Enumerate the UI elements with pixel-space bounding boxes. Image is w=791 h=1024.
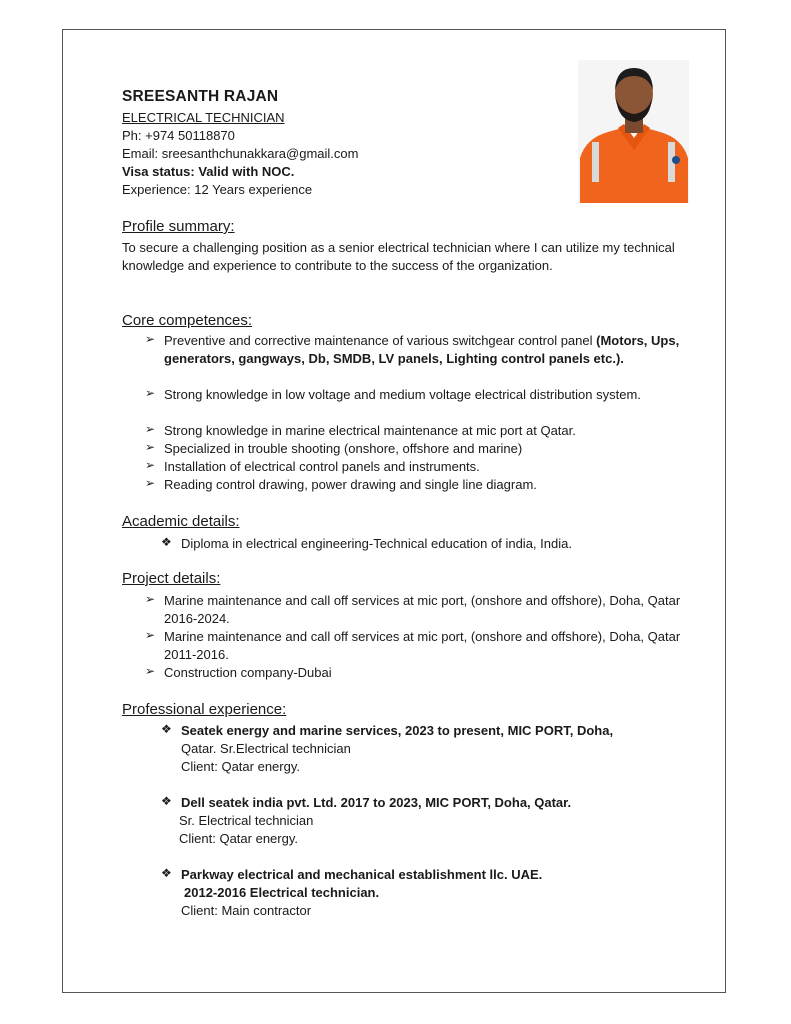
project-item: Marine maintenance and call off services at mic port, (onshore and offshore), Doha, Qatar 2011-2016. (164, 629, 681, 662)
job-client: Client: Qatar energy. (179, 831, 298, 846)
competence-item (164, 332, 684, 368)
project-item: Marine maintenance and call off services at mic port, (onshore and offshore), Doha, Qatar 2016-2024. (164, 593, 681, 626)
arrow-bullet-icon: ➢ (145, 440, 156, 454)
job-employer: Parkway electrical and mechanical establishment llc. UAE. (181, 867, 543, 882)
visa-status: Visa status: Valid with NOC. (122, 164, 295, 179)
job-role: 2012-2016 Electrical technician. (184, 885, 380, 900)
competence-item: Installation of electrical control panels and instruments. (164, 459, 480, 474)
professional-experience-heading: Professional experience: (122, 701, 287, 718)
competence-item: Strong knowledge in low voltage and medium voltage electrical distribution system. (164, 387, 641, 402)
profile-photo (578, 60, 689, 203)
job-client: Client: Main contractor (181, 903, 312, 918)
arrow-bullet-icon: ➢ (145, 332, 156, 346)
job-employer: Dell seatek india pvt. Ltd. 2017 to 2023, MIC PORT, Doha, Qatar. (181, 795, 572, 810)
competence-item-bold: (Motors, Ups, generators, gangways, Db, SMDB, LV panels, Lighting control panels etc.). (164, 333, 680, 366)
diamond-bullet-icon: ❖ (161, 722, 172, 736)
competence-item: Reading control drawing, power drawing and single line diagram. (164, 477, 537, 492)
arrow-bullet-icon: ➢ (145, 476, 156, 490)
core-competences-heading: Core competences: (122, 312, 253, 329)
academic-details-heading: Academic details: (122, 513, 240, 530)
project-details-heading: Project details: (122, 570, 221, 587)
arrow-bullet-icon: ➢ (145, 664, 156, 678)
profile-summary-text: To secure a challenging position as a senior electrical technician where I can utilize my technical knowledge and experience to contribute to the success of the organization. (122, 240, 675, 273)
diamond-bullet-icon: ❖ (161, 866, 172, 880)
arrow-bullet-icon: ➢ (145, 592, 156, 606)
competence-item: Strong knowledge in marine electrical maintenance at mic port at Qatar. (164, 423, 576, 438)
arrow-bullet-icon: ➢ (145, 422, 156, 436)
competence-item-text: Preventive and corrective maintenance of various switchgear control panel (164, 333, 593, 348)
arrow-bullet-icon: ➢ (145, 628, 156, 642)
job-client: Client: Qatar energy. (181, 759, 300, 774)
job-title: ELECTRICAL TECHNICIAN (122, 110, 285, 125)
competence-item: Specialized in trouble shooting (onshore, offshore and marine) (164, 441, 523, 456)
job-role: Sr. Electrical technician (179, 813, 314, 828)
candidate-name: SREESANTH RAJAN (122, 88, 279, 105)
job-employer: Seatek energy and marine services, 2023 to present, MIC PORT, Doha, (181, 723, 614, 738)
email: Email: sreesanthchunakkara@gmail.com (122, 146, 359, 161)
phone: Ph: +974 50118870 (122, 128, 235, 143)
diamond-bullet-icon: ❖ (161, 794, 172, 808)
job-role: Qatar. Sr.Electrical technician (181, 741, 351, 756)
profile-summary-heading: Profile summary: (122, 218, 235, 235)
person-photo-icon (578, 60, 689, 203)
academic-item: Diploma in electrical engineering-Technical education of india, India. (181, 536, 572, 551)
arrow-bullet-icon: ➢ (145, 386, 156, 400)
arrow-bullet-icon: ➢ (145, 458, 156, 472)
project-item: Construction company-Dubai (164, 665, 332, 680)
experience-years: Experience: 12 Years experience (122, 182, 313, 197)
diamond-bullet-icon: ❖ (161, 535, 172, 549)
